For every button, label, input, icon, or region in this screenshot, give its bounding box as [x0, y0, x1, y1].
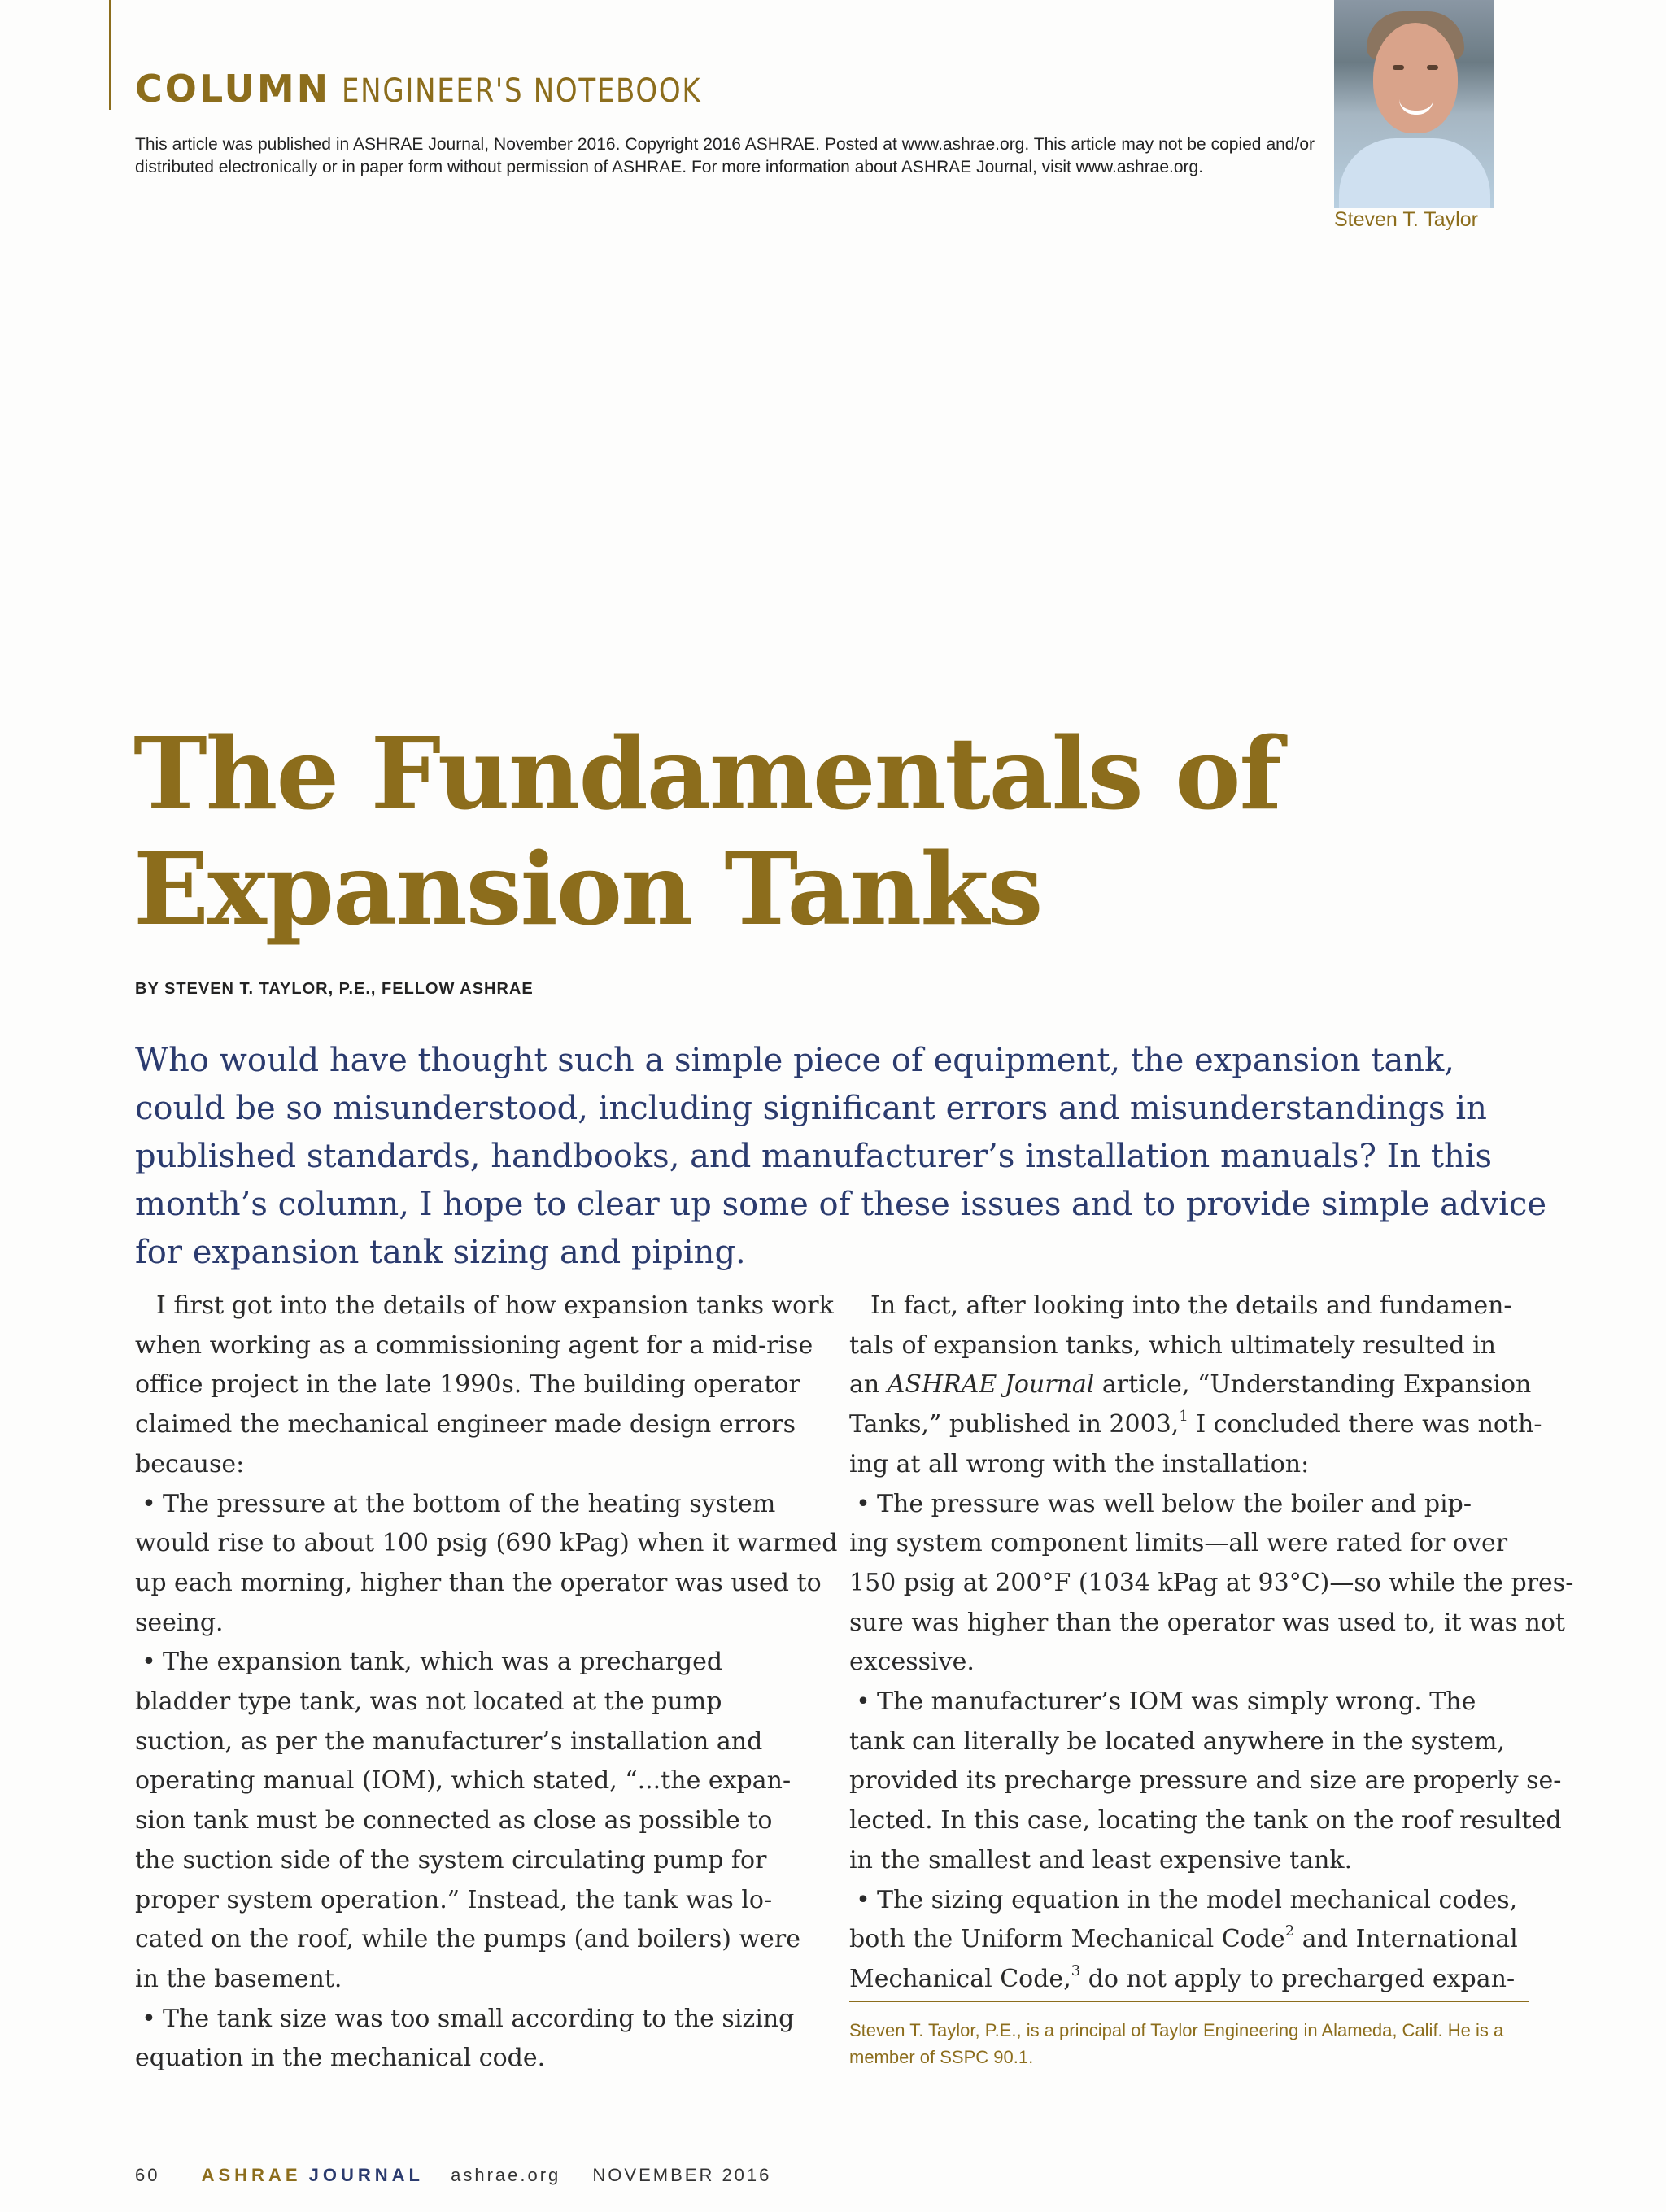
- body-line: seeing.: [135, 1608, 224, 1637]
- author-bio: Steven T. Taylor, P.E., is a principal of Taylor Engineering in Alameda, Calif. He is a member of SSPC 90.1.: [849, 2020, 1504, 2067]
- body-line: when working as a commissioning agent for a mid-rise: [135, 1330, 813, 1360]
- body-line: in the basement.: [135, 1964, 342, 1993]
- body-line: lected. In this case, locating the tank on the roof resulted: [849, 1806, 1562, 1835]
- body-line: ing system component limits—all were rated for over: [849, 1529, 1508, 1558]
- body-line: equation in the mechanical code.: [135, 2044, 546, 2073]
- author-photo: [1334, 0, 1494, 208]
- bullet-line: • The tank size was too small according to the sizing: [135, 2000, 815, 2040]
- body-line: the suction side of the system circulating pump for: [135, 1845, 767, 1875]
- body-line: excessive.: [849, 1648, 975, 1677]
- bio-divider: [849, 2001, 1529, 2002]
- body-line: ing at all wrong with the installation:: [849, 1449, 1310, 1478]
- body-line: In fact, after looking into the details and fundamen-: [870, 1291, 1512, 1320]
- footer-issue: NOVEMBER 2016: [592, 2165, 772, 2185]
- body-line: an ASHRAE Journal article, “Understanding Expansion: [849, 1370, 1532, 1400]
- photo-caption: Steven T. Taylor: [1334, 208, 1478, 231]
- title-line: Expansion Tanks: [133, 830, 1042, 947]
- bullet-icon: •: [856, 1687, 870, 1717]
- bullet-line: • The expansion tank, which was a precharged: [135, 1643, 815, 1683]
- body-line: Mechanical Code,$^3$ do not apply to precharged expan-: [849, 1962, 1516, 1993]
- body-line: proper system operation.” Instead, the tank was lo-: [135, 1885, 773, 1914]
- body-line: Tanks,” published in 2003,$^1$ I concluded there was noth-: [849, 1408, 1542, 1439]
- page-footer: [135, 2165, 771, 2186]
- body-line: tank can literally be located anywhere in the system,: [849, 1726, 1506, 1756]
- body-line: operating manual (IOM), which stated, “...the expan-: [135, 1766, 792, 1796]
- body-line: provided its precharge pressure and size are properly se-: [849, 1766, 1562, 1796]
- reference-marker: 1: [1179, 1408, 1188, 1426]
- bullet-icon: •: [142, 1489, 156, 1518]
- column-header: [135, 67, 765, 111]
- bullet-icon: •: [856, 1885, 870, 1914]
- body-column-right: [849, 1287, 1574, 2000]
- body-line: 150 psig at 200°F (1034 kPag at 93°C)—so while the pres-: [849, 1568, 1574, 1597]
- body-line: up each morning, higher than the operator was used to: [135, 1568, 822, 1597]
- body-line: because:: [135, 1449, 245, 1478]
- copyright-notice: This article was published in ASHRAE Journal, November 2016. Copyright 2016 ASHRAE. Posted at www.ashrae.org. This article may not be copied and/or distributed electronically or in paper form without permission of ASHRAE. For more information about ASHRAE Journal, visit www.ashrae.org.: [135, 135, 1315, 176]
- reference-marker: 3: [1071, 1962, 1081, 1979]
- journal-name: ASHRAE Journal: [887, 1370, 1095, 1400]
- bullet-icon: •: [856, 1489, 870, 1518]
- bullet-icon: •: [142, 2004, 156, 2033]
- byline: BY STEVEN T. TAYLOR, P.E., FELLOW ASHRAE: [135, 980, 534, 998]
- body-line: sion tank must be connected as close as possible to: [135, 1806, 773, 1835]
- body-line: office project in the late 1990s. The building operator: [135, 1370, 800, 1400]
- bullet-line: • The manufacturer’s IOM was simply wrong. The: [849, 1683, 1529, 1722]
- bullet-icon: •: [142, 1648, 156, 1677]
- column-section: ENGINEER'S NOTEBOOK: [342, 72, 702, 110]
- body-line: claimed the mechanical engineer made design errors: [135, 1410, 796, 1439]
- body-line: tals of expansion tanks, which ultimately resulted in: [849, 1330, 1496, 1360]
- body-column-left: [135, 1287, 838, 2079]
- article-dek: Who would have thought such a simple piece of equipment, the expansion tank, could be so misunderstood, including significant errors and misunderstandings in published standards, handbooks, and manufacturer’s installation manuals? In this month’s column, I hope to clear up some of these issues and to provide simple advice for expansion tank sizing and piping.: [135, 1042, 1546, 1271]
- body-line: sure was higher than the operator was used to, it was not: [849, 1608, 1565, 1637]
- body-line: cated on the roof, while the pumps (and boilers) were: [135, 1925, 801, 1954]
- body-line: would rise to about 100 psig (690 kPag) when it warmed: [135, 1529, 838, 1558]
- journal-name-ashrae: ASHRAE: [201, 2165, 302, 2185]
- body-line: both the Uniform Mechanical Code$^2$ and International: [849, 1922, 1518, 1954]
- bullet-line: • The pressure was well below the boiler and pip-: [849, 1485, 1529, 1525]
- footer-site: ashrae.org: [451, 2165, 561, 2185]
- article-title: [133, 716, 1435, 947]
- body-line: suction, as per the manufacturer’s installation and: [135, 1726, 763, 1756]
- column-rule: [109, 0, 111, 110]
- page-number: 60: [135, 2165, 160, 2185]
- body-line: bladder type tank, was not located at the pump: [135, 1687, 722, 1717]
- journal-name-journal: JOURNAL: [308, 2165, 424, 2185]
- title-line: The Fundamentals of: [133, 715, 1280, 832]
- body-line: I first got into the details of how expansion tanks work: [156, 1291, 834, 1320]
- column-kicker: COLUMN: [135, 67, 331, 111]
- bullet-line: • The sizing equation in the model mechanical codes,: [849, 1881, 1529, 1921]
- reference-marker: 2: [1284, 1922, 1295, 1940]
- body-line: in the smallest and least expensive tank.: [849, 1845, 1353, 1875]
- bullet-line: • The pressure at the bottom of the heating system: [135, 1485, 815, 1525]
